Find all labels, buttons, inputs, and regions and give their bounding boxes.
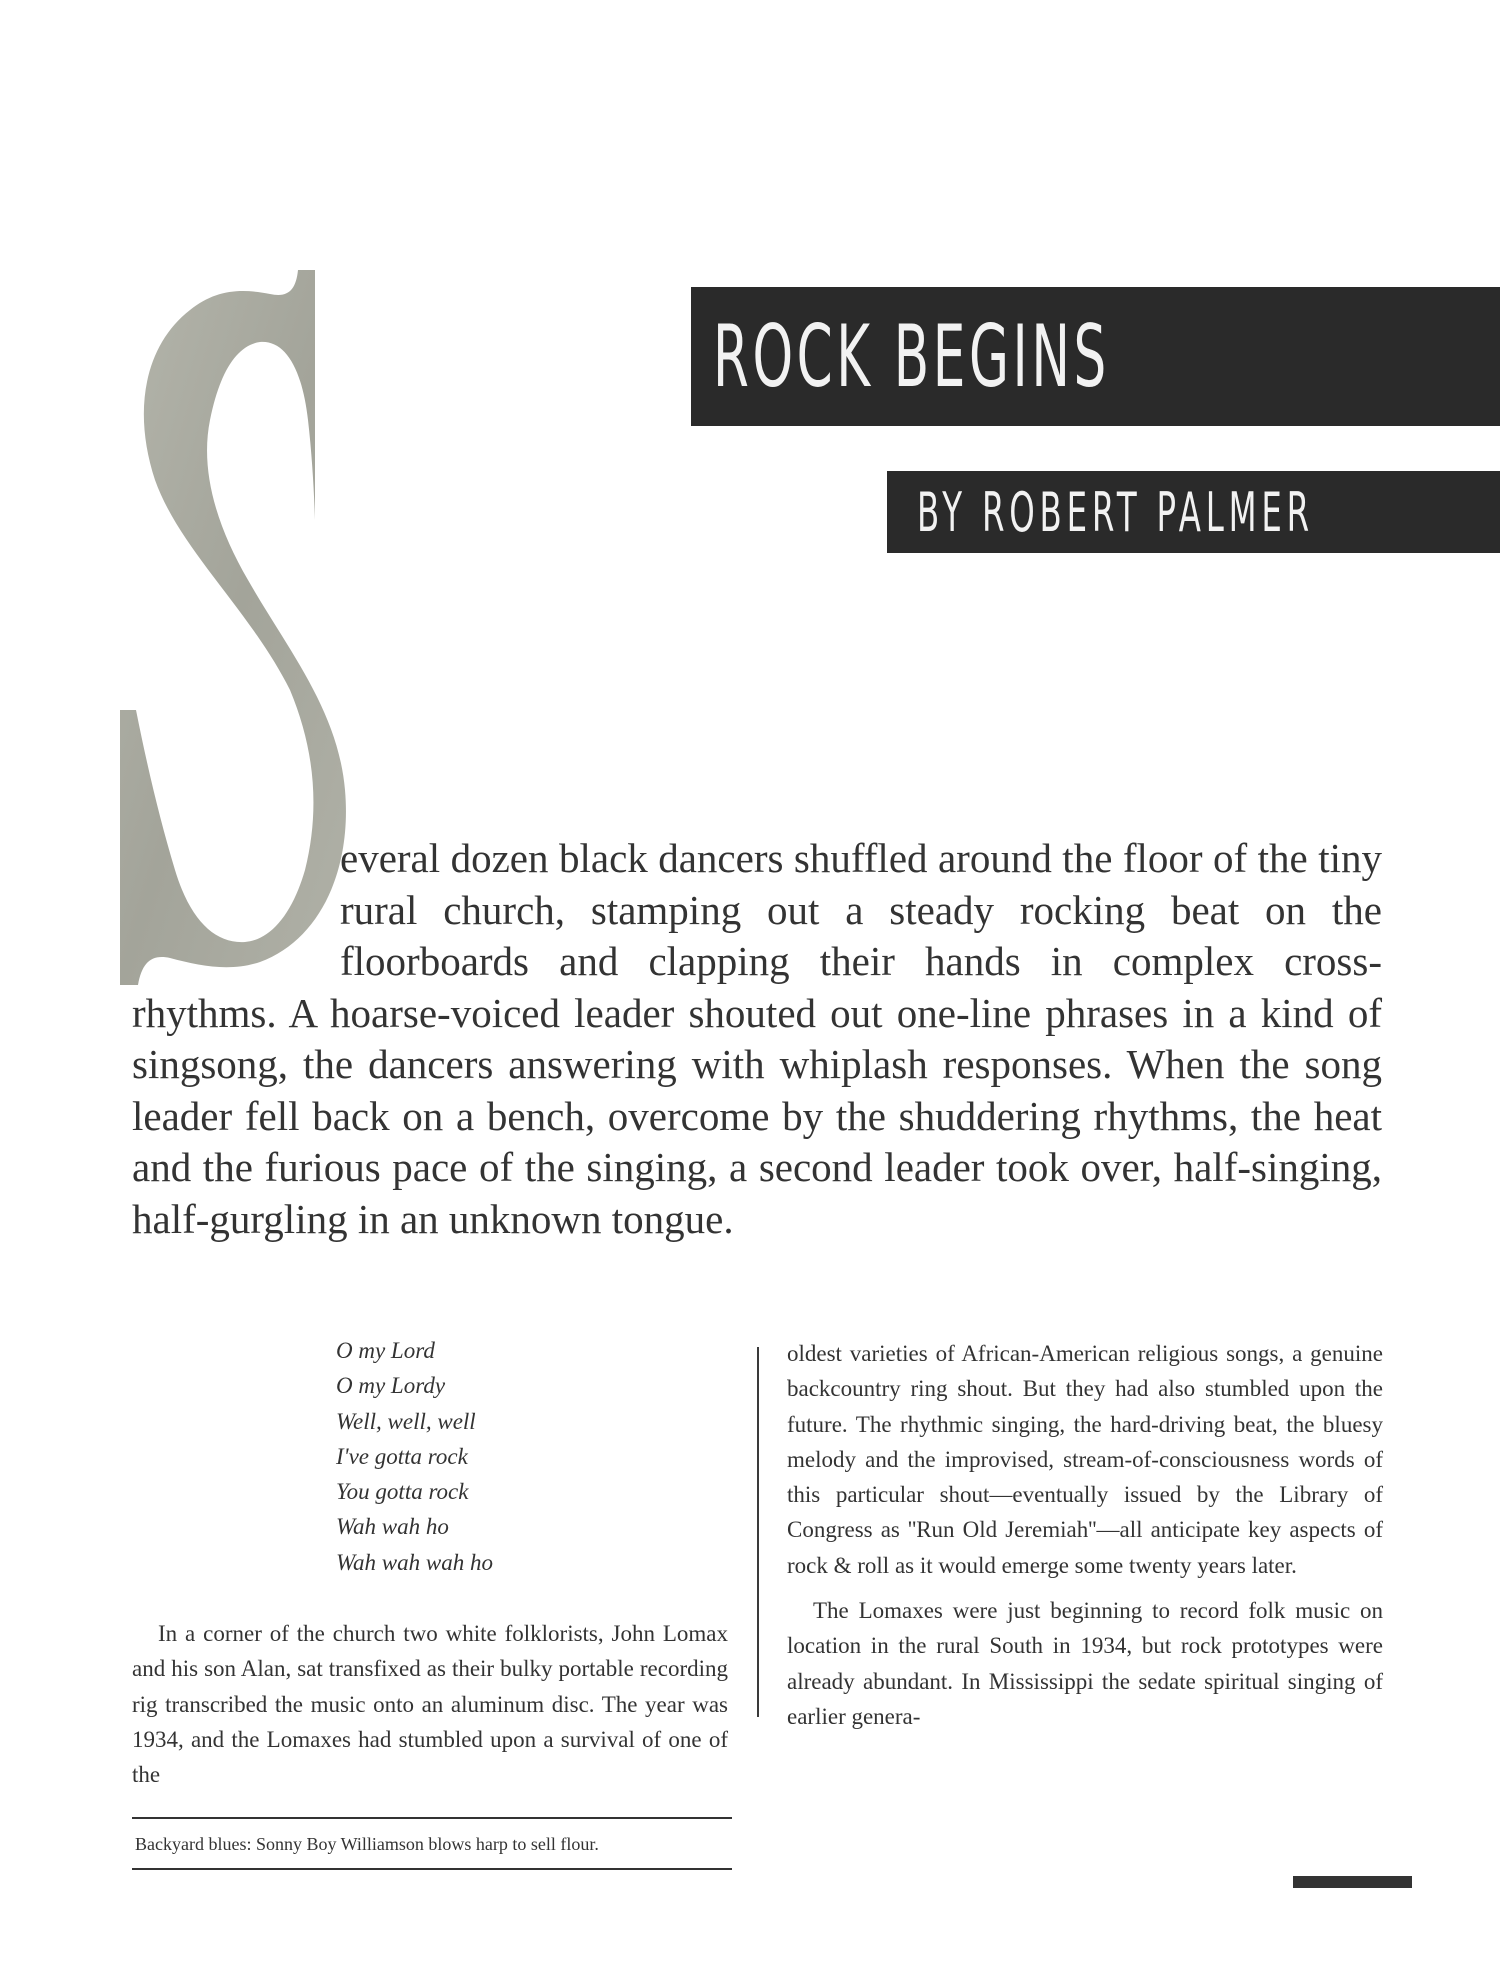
- poem-line: You gotta rock: [336, 1479, 469, 1505]
- poem-line: Well, well, well: [336, 1408, 476, 1434]
- poem-line: Wah wah wah ho: [336, 1549, 493, 1575]
- byline-banner: [887, 471, 1500, 553]
- poem-line: I've gotta rock: [336, 1443, 468, 1469]
- photo-caption: Backyard blues: Sonny Boy Williamson blows harp to sell flour.: [135, 1834, 599, 1854]
- poem-line: Wah wah ho: [336, 1514, 449, 1540]
- poem-verse: [336, 1333, 666, 1580]
- right-column: [787, 1336, 1383, 1734]
- poem-line: O my Lordy: [336, 1373, 446, 1399]
- caption-rule-bottom: [132, 1868, 732, 1870]
- title-banner: [691, 287, 1500, 426]
- column-divider: [757, 1347, 759, 1717]
- left-column: [132, 1616, 728, 1792]
- poem-line: O my Lord: [336, 1338, 435, 1363]
- lead-paragraph-text: everal dozen black dancers shuffled around the floor of the tiny rural church, stamping out a steady rocking beat on the floorboards and clapping their hands in complex cross-rhythms. A hoarse-voiced leader shouted out one-line phrases in a kind of singsong, the dancers answering with whiplash responses. When the song leader fell back on a bench, overcome by the shuddering rhythms, the heat and the furious pace of the singing, a second leader took over, half-singing, half-gurgling in an unknown tongue.: [132, 835, 1382, 1242]
- right-column-paragraph-2: The Lomaxes were just beginning to record folk music on location in the rural South in 1934, but rock prototypes were already abundant. In Mississippi the sedate spiritual singing of earlier genera-: [787, 1598, 1383, 1729]
- page-end-bar: [1293, 1876, 1412, 1888]
- article-title: ROCK BEGINS: [713, 306, 1110, 407]
- left-column-paragraph: In a corner of the church two white folklorists, John Lomax and his son Alan, sat transfixed as their bulky portable recording rig transcribed the music onto an aluminum disc. The year was 1934, and the Lomaxes had stumbled upon a survival of one of the: [132, 1621, 728, 1788]
- lead-paragraph: [132, 833, 1382, 1245]
- article-byline: BY ROBERT PALMER: [917, 480, 1314, 544]
- right-column-paragraph-1: oldest varieties of African-American religious songs, a genuine backcountry ring shout. But they had also stumbled upon the future. The rhythmic singing, the hard-driving beat, the bluesy melody and the improvised, stream-of-consciousness words of this particular shout—eventually issued by the Library of Congress as ''Run Old Jeremiah''—all anticipate key aspects of rock & roll as it would emerge some twenty years later.: [787, 1341, 1383, 1578]
- caption-rule-top: [132, 1817, 732, 1819]
- drop-cap-notch: [132, 833, 340, 987]
